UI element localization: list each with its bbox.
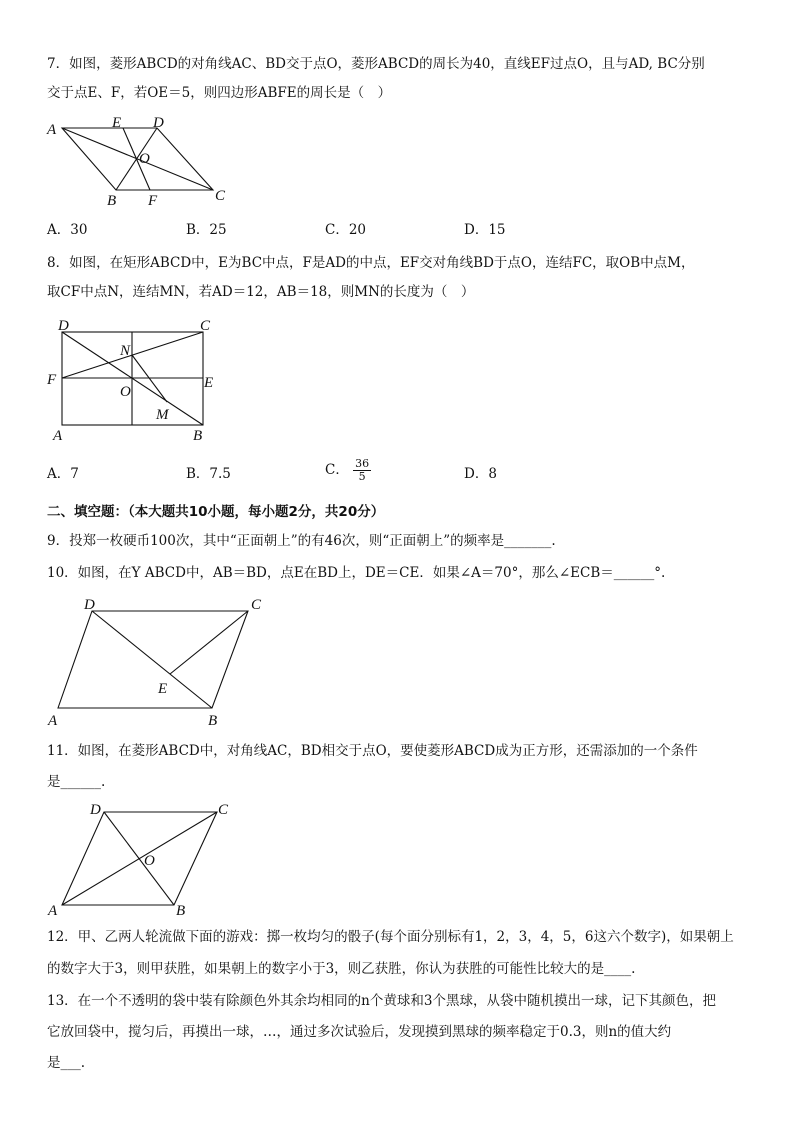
q7-label-b: B	[107, 193, 117, 209]
q10-label-d: D	[84, 597, 95, 613]
q7-option-b: B．25	[186, 222, 227, 238]
q7-option-c: C．20	[325, 222, 367, 238]
q11-text-line1: 11．如图，在菱形ABCD中，对角线AC，BD相交于点O，要使菱形ABCD成为正方形，还需添加的一个条件	[47, 743, 698, 759]
q7-label-d: D	[153, 115, 164, 131]
q7-label-o: O	[139, 151, 150, 167]
section-2-title: 二、填空题：（本大题共10小题，每小题2分，共20分）	[47, 504, 385, 520]
q7-label-f: F	[148, 193, 158, 209]
q7-text-line1: 7．如图，菱形ABCD的对角线AC、BD交于点O，菱形ABCD的周长为40，直线EF过点O，且与AD, BC分别	[47, 56, 705, 72]
q11-label-c: C	[218, 802, 229, 818]
q10-label-c: C	[251, 597, 262, 613]
q8-option-c: C．	[325, 462, 349, 478]
q12-text-line2: 的数字大于3，则甲获胜，如果朝上的数字小于3，则乙获胜，你认为获胜的可能性比较大的是____.	[47, 961, 636, 977]
q13-text-line3: 是___.	[47, 1055, 86, 1071]
q8-label-e: E	[204, 375, 214, 391]
q7-label-a: A	[47, 122, 57, 138]
q7-label-c: C	[215, 188, 226, 204]
q8-text-line1: 8．如图，在矩形ABCD中，E为BC中点，F是AD的中点，EF交对角线BD于点O，连结FC，取OB中点M，	[47, 255, 695, 271]
q8-label-m: M	[156, 407, 169, 423]
fraction-denominator: 5	[358, 470, 366, 483]
q12-text-line1: 12．甲、乙两人轮流做下面的游戏：掷一枚均匀的骰子(每个面分别标有1，2，3，4，5，6这六个数字)，如果朝上	[47, 929, 734, 945]
q11-text-line2: 是______.	[47, 774, 106, 790]
q10-label-e: E	[158, 681, 168, 697]
q10-label-a: A	[48, 713, 58, 729]
q11-label-d: D	[90, 802, 101, 818]
q8-label-d: D	[58, 318, 69, 334]
q8-label-f: F	[47, 372, 57, 388]
q7-option-a: A．30	[47, 222, 88, 238]
q8-label-a: A	[53, 428, 63, 444]
q8-label-b: B	[193, 428, 203, 444]
q8-option-d: D．8	[464, 466, 497, 482]
q10-label-b: B	[208, 713, 218, 729]
q10-text: 10．如图，在Y ABCD中，AB＝BD，点E在BD上，DE＝CE．如果∠A＝70°，那么∠ECB＝______°.	[47, 565, 666, 581]
q11-label-a: A	[48, 903, 58, 919]
q7-option-d: D．15	[464, 222, 506, 238]
q8-label-n: N	[120, 343, 131, 359]
q11-label-o: O	[144, 853, 155, 869]
q9-text: 9．投郑一枚硬币100次，其中“正面朝上”的有46次，则“正面朝上”的频率是_______.	[47, 533, 556, 549]
fraction-numerator: 36	[355, 457, 370, 470]
q7-text-line2: 交于点E、F，若OE＝5，则四边形ABFE的周长是（ ）	[47, 85, 392, 101]
q8-option-b: B．7.5	[186, 466, 231, 482]
q8-text-line2: 取CF中点N，连结MN，若AD＝12，AB＝18，则MN的长度为（ ）	[47, 284, 475, 300]
q8-label-o: O	[120, 384, 131, 400]
q7-label-e: E	[112, 115, 122, 131]
q8-option-a: A．7	[47, 466, 79, 482]
q11-label-b: B	[176, 903, 186, 919]
q13-text-line1: 13．在一个不透明的袋中装有除颜色外其余均相同的n个黄球和3个黑球，从袋中随机摸出一球，记下其颜色，把	[47, 993, 716, 1009]
q13-text-line2: 它放回袋中，搅匀后，再摸出一球，…，通过多次试验后，发现摸到黑球的频率稳定于0.3，则n的值大约	[47, 1024, 672, 1040]
q8-label-c: C	[200, 318, 211, 334]
